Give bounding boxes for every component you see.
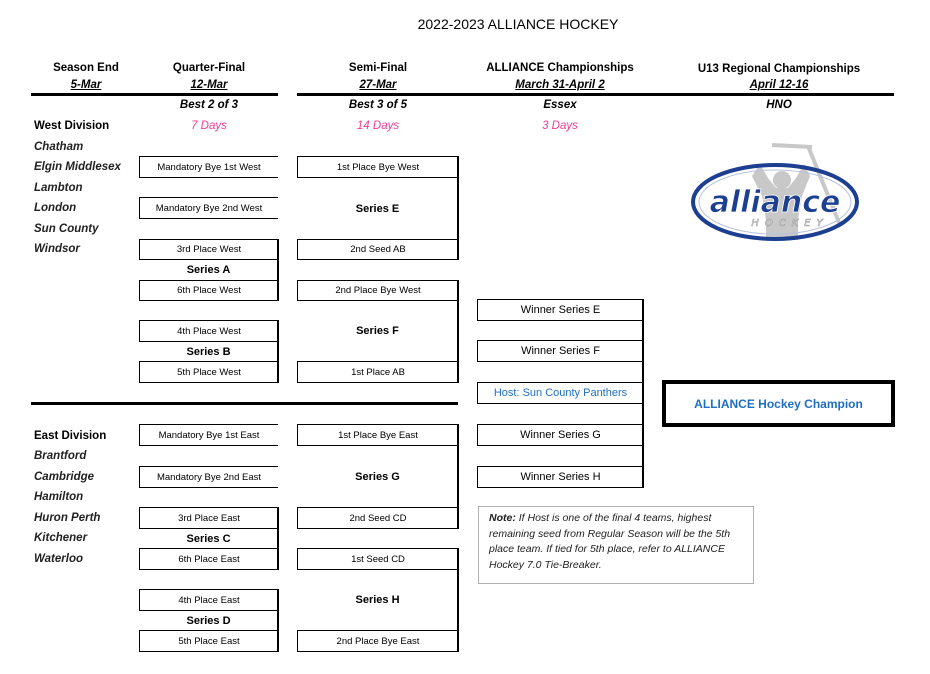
champ-slot-winner-g: Winner Series G bbox=[477, 424, 643, 446]
qf-3rd-place-east: 3rd Place East bbox=[139, 507, 278, 529]
team-cambridge: Cambridge bbox=[34, 471, 95, 483]
note-prefix: Note: bbox=[489, 512, 516, 524]
col-format-u13-regional: HNO bbox=[766, 99, 792, 111]
svg-text:alliance: alliance bbox=[709, 185, 841, 220]
series-b-label: Series B bbox=[186, 345, 231, 358]
sf-1st-place-bye-west: 1st Place Bye West bbox=[297, 156, 458, 178]
championship-connector bbox=[642, 299, 644, 488]
qf-bye-2nd-west: Mandatory Bye 2nd West bbox=[139, 197, 278, 219]
col-date-u13-regional: April 12-16 bbox=[749, 79, 809, 91]
division-divider bbox=[31, 402, 458, 405]
col-date-season-end: 5-Mar bbox=[70, 79, 102, 91]
team-waterloo: Waterloo bbox=[34, 553, 83, 565]
col-format-quarter-final: Best 2 of 3 bbox=[179, 99, 239, 111]
champ-slot-winner-e: Winner Series E bbox=[477, 299, 643, 321]
series-f-label: Series F bbox=[356, 325, 399, 337]
qf-4th-place-west: 4th Place West bbox=[139, 320, 278, 342]
team-hamilton: Hamilton bbox=[34, 491, 84, 503]
col-duration-quarter-final: 7 Days bbox=[191, 120, 227, 132]
team-brantford: Brantford bbox=[34, 450, 87, 462]
qf-bye-1st-east: Mandatory Bye 1st East bbox=[139, 424, 278, 446]
series-f-connector bbox=[457, 280, 459, 383]
col-format-alliance-championships: Essex bbox=[543, 99, 577, 111]
note-text: If Host is one of the final 4 teams, highest remaining seed from Regular Season will be the 5th place team. If tied for 5th place, refer to ALLIANCE Hockey 7.0 Tie-Breaker. bbox=[489, 512, 731, 571]
series-d-label: Series D bbox=[186, 614, 231, 627]
series-a-connector bbox=[277, 239, 279, 301]
sf-2nd-place-bye-east: 2nd Place Bye East bbox=[297, 630, 458, 652]
series-c-connector bbox=[277, 507, 279, 570]
series-e-connector bbox=[457, 156, 459, 260]
east-division-label: East Division bbox=[34, 430, 107, 442]
series-a-label: Series A bbox=[186, 264, 231, 276]
col-header-alliance-championships: ALLIANCE Championships bbox=[486, 62, 634, 74]
col-header-semi-final: Semi-Final bbox=[348, 62, 408, 74]
qf-bye-1st-west: Mandatory Bye 1st West bbox=[139, 156, 278, 178]
series-d-connector bbox=[277, 589, 279, 652]
sf-2nd-seed-cd: 2nd Seed CD bbox=[297, 507, 458, 529]
alliance-hockey-logo bbox=[690, 130, 870, 245]
col-date-quarter-final: 12-Mar bbox=[190, 79, 228, 91]
champion-box: ALLIANCE Hockey Champion bbox=[662, 380, 895, 427]
col-duration-semi-final: 14 Days bbox=[356, 120, 400, 132]
header-rule-left bbox=[31, 93, 278, 96]
team-chatham: Chatham bbox=[34, 141, 84, 153]
champ-slot-winner-h: Winner Series H bbox=[477, 466, 643, 488]
team-sun-county: Sun County bbox=[34, 223, 99, 235]
team-lambton: Lambton bbox=[34, 182, 83, 194]
col-date-semi-final: 27-Mar bbox=[359, 79, 397, 91]
series-e-label: Series E bbox=[355, 202, 400, 215]
sf-2nd-seed-ab: 2nd Seed AB bbox=[297, 239, 458, 260]
qf-bye-2nd-east: Mandatory Bye 2nd East bbox=[139, 466, 278, 488]
sf-1st-place-bye-east: 1st Place Bye East bbox=[297, 424, 458, 446]
team-elgin-middlesex: Elgin Middlesex bbox=[34, 161, 121, 173]
col-header-quarter-final: Quarter-Final bbox=[172, 62, 246, 74]
series-g-label: Series G bbox=[355, 470, 400, 483]
series-h-label: Series H bbox=[355, 594, 400, 606]
qf-6th-place-west: 6th Place West bbox=[139, 280, 278, 301]
col-format-semi-final: Best 3 of 5 bbox=[348, 99, 408, 111]
host-note bbox=[478, 506, 754, 584]
col-date-alliance-championships: March 31-April 2 bbox=[515, 79, 605, 91]
sf-1st-place-ab: 1st Place AB bbox=[297, 361, 458, 383]
qf-6th-place-east: 6th Place East bbox=[139, 548, 278, 570]
logo-graphic-icon bbox=[690, 130, 870, 245]
qf-5th-place-west: 5th Place West bbox=[139, 361, 278, 383]
svg-text:HOCKEY: HOCKEY bbox=[751, 218, 829, 229]
header-rule-right bbox=[297, 93, 894, 96]
qf-5th-place-east: 5th Place East bbox=[139, 630, 278, 652]
col-header-season-end: Season End bbox=[53, 62, 119, 74]
team-windsor: Windsor bbox=[34, 243, 80, 255]
col-header-u13-regional: U13 Regional Championships bbox=[697, 63, 861, 75]
qf-4th-place-east: 4th Place East bbox=[139, 589, 278, 611]
series-g-connector bbox=[457, 424, 459, 529]
team-kitchener: Kitchener bbox=[34, 532, 88, 544]
team-london: London bbox=[34, 202, 77, 214]
sf-2nd-place-bye-west: 2nd Place Bye West bbox=[297, 280, 458, 301]
champ-slot-winner-f: Winner Series F bbox=[477, 340, 643, 362]
series-h-connector bbox=[457, 548, 459, 652]
series-b-connector bbox=[277, 320, 279, 383]
champ-slot-host: Host: Sun County Panthers bbox=[477, 382, 643, 404]
qf-3rd-place-west: 3rd Place West bbox=[139, 239, 278, 260]
series-c-label: Series C bbox=[186, 532, 231, 545]
col-duration-alliance-championships: 3 Days bbox=[542, 120, 578, 132]
west-division-label: West Division bbox=[34, 120, 110, 132]
team-huron-perth: Huron Perth bbox=[34, 512, 101, 524]
sf-1st-seed-cd: 1st Seed CD bbox=[297, 548, 458, 570]
page-title: 2022-2023 ALLIANCE HOCKEY bbox=[417, 16, 619, 32]
